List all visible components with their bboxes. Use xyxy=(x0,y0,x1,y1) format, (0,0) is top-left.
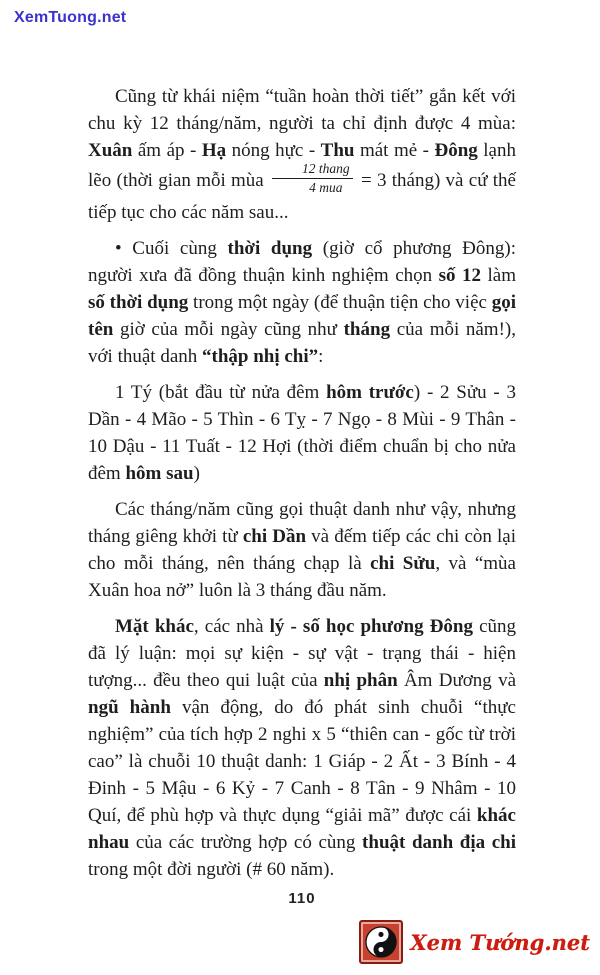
site-logo xyxy=(359,920,590,964)
logo-site-name: Xem Tướng.net xyxy=(410,929,590,955)
watermark-site-name: XemTuong.net xyxy=(14,9,127,26)
paragraph-ly-so-hoc: Mặt khác, các nhà lý - số học phương Đông cũng đã lý luận: mọi sự kiện - sự vật - trạng thái - hiện tượng... đều theo qui luật của nhị phân Âm Dương và ngũ hành vận động, do đó phát sinh chuỗi “thực nghiệm” của tích hợp 2 nghi x 5 “thiên can - gốc từ trời cao” là chuỗi 10 thuật danh: 1 Giáp - 2 Ất - 3 Bính - 4 Đinh - 5 Mậu - 6 Kỷ - 7 Canh - 8 Tân - 9 Nhâm - 10 Quí, để phù hợp và thực dụng “giải mã” được cái khác nhau của các trường hợp có cùng thuật danh địa chi trong một đời người (# 60 năm). xyxy=(88,616,517,881)
page-number: 110 xyxy=(288,890,316,907)
paragraph-seasons: Cũng từ khái niệm “tuần hoàn thời tiết” gắn kết với chu kỳ 12 tháng/năm, người ta chỉ định được 4 mùa: Xuân ấm áp - Hạ nóng hực - Thu mát mẻ - Đông lạnh lẽo (thời gian mỗi mùa $\frac{\text{12 thang}}{\text{4 mua}}$ = 3 tháng) và cứ thế tiếp tục cho các năm sau... xyxy=(88,86,516,224)
paragraph-months: Các tháng/năm cũng gọi thuật danh như vậy, nhưng tháng giêng khởi từ chi Dần và đếm tiếp các chi còn lại cho mỗi tháng, nên tháng chạp là chi Sửu, và “mùa Xuân hoa nở” luôn là 3 tháng đầu năm. xyxy=(88,499,517,602)
paragraph-thoi-dung: • Cuối cùng thời dụng (giờ cổ phương Đông): người xưa đã đồng thuận kinh nghiệm chọn số 12 làm số thời dụng trong một ngày (để thuận tiện cho việc gọi tên giờ của mỗi ngày cũng như tháng của mỗi năm!), với thuật danh “thập nhị chi”: xyxy=(88,238,516,368)
yin-yang-icon xyxy=(359,920,403,964)
fraction: $\frac{\text{12 thang}}{\text{4 mua}}$ xyxy=(272,161,353,196)
page-content xyxy=(88,83,516,883)
paragraph-12-chi-list: 1 Tý (bắt đầu từ nửa đêm hôm trước) - 2 Sửu - 3 Dần - 4 Mão - 5 Thìn - 6 Tỵ - 7 Ngọ - 8 Mùi - 9 Thân - 10 Dậu - 11 Tuất - 12 Hợi (thời điểm chuẩn bị cho nửa đêm hôm sau) xyxy=(88,382,516,485)
